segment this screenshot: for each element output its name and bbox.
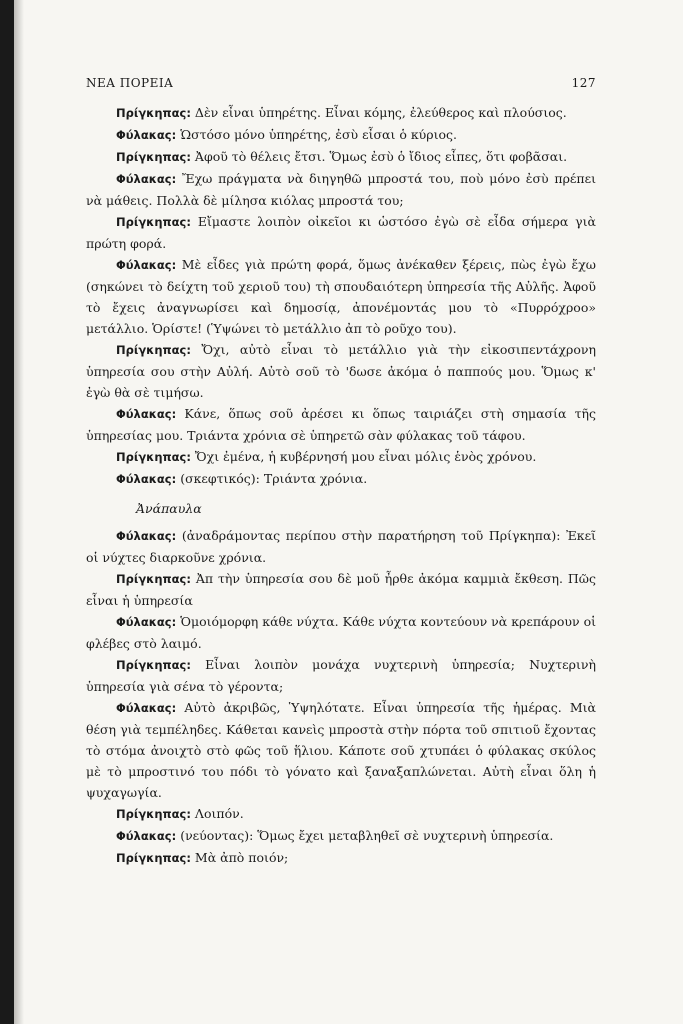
line-text: Ἀπ τὴν ὑπηρεσία σου δὲ μοῦ ἦρθε ἀκόμα καμμιὰ ἔκθεση. Πῶς εἶναι ἡ ὑπηρεσία: [86, 571, 596, 608]
line-text: Εἴμαστε λοιπὸν οἰκεῖοι κι ὡστόσο ἐγὼ σὲ εἶδα σήμερα γιὰ πρώτη φορά.: [86, 214, 596, 251]
speaker-name: Φύλακας:: [116, 701, 177, 715]
dialogue-line: [86, 825, 596, 847]
journal-title: ΝΕΑ ΠΟΡΕΙΑ: [86, 76, 174, 90]
line-text: Μὲ εἶδες γιὰ πρώτη φορά, ὅμως ἀνέκαθεν ξέρεις, πὼς ἐγὼ ἔχω (σηκώνει τὸ δείχτη τοῦ χεριοῦ του) τὴ σπουδαιότερη ὑπηρεσία τῆς Αὐλῆς. Ἀφοῦ τὸ ἔχεις ἀναγνωρίσει καὶ δημοσίᾳ, ἀπονέμοντάς μου τὸ «Πυρρόχροο» μετάλλιο. Ὁρίστε! (Ὑψώνει τὸ μετάλλιο ἀπ τὸ ροῦχο του).: [86, 257, 596, 336]
speaker-name: Πρίγκηπας:: [116, 851, 191, 865]
dialogue-line: [86, 102, 596, 124]
line-text: Κάνε, ὅπως σοῦ ἀρέσει κι ὅπως ταιριάζει στὴ σημασία τῆς ὑπηρεσίας μου. Τριάντα χρόνια σὲ ὑπηρετῶ σὰν φύλακας τοῦ τάφου.: [86, 406, 596, 443]
line-text: Ἔχω πράγματα νὰ διηγηθῶ μπροστά του, ποὺ μόνο ἐσὺ πρέπει νὰ μάθεις. Πολλὰ δὲ μίλησα κιόλας μπροστά του;: [86, 171, 596, 208]
speaker-name: Πρίγκηπας:: [116, 572, 191, 586]
speaker-name: Φύλακας:: [116, 615, 177, 629]
gutter-shade: [14, 0, 24, 1024]
line-text: (ἀναδράμοντας περίπου στὴν παρατήρηση τοῦ Πρίγκηπα): Ἐκεῖ οἱ νύχτες διαρκοῦνε χρόνια.: [86, 528, 596, 565]
speaker-name: Πρίγκηπας:: [116, 807, 191, 821]
dialogue-line: [86, 803, 596, 825]
speaker-name: Φύλακας:: [116, 128, 177, 142]
dialogue-line: [86, 568, 596, 611]
page-body: [86, 102, 596, 869]
speaker-name: Φύλακας:: [116, 172, 177, 186]
line-text: Ὄχι ἐμένα, ἡ κυβέρνησή μου εἶναι μόλις ἑνὸς χρόνου.: [190, 449, 537, 464]
line-text: Εἶναι λοιπὸν μονάχα νυχτερινὴ ὑπηρεσία; Νυχτερινὴ ὑπηρεσία γιὰ σένα τὸ γέροντα;: [86, 657, 596, 694]
dialogue-line: [86, 403, 596, 446]
speaker-name: Φύλακας:: [116, 529, 177, 543]
dialogue-line: [86, 697, 596, 803]
dialogue-line: [86, 146, 596, 168]
speaker-name: Φύλακας:: [116, 829, 177, 843]
line-text: Δὲν εἶναι ὑπηρέτης. Εἶναι κόμης, ἐλεύθερος καὶ πλούσιος.: [190, 105, 567, 120]
dialogue-line: [86, 211, 596, 254]
speaker-name: Πρίγκηπας:: [116, 215, 191, 229]
speaker-name: Φύλακας:: [116, 472, 177, 486]
dialogue-line: [86, 124, 596, 146]
book-spine-shadow: [0, 0, 14, 1024]
dialogue-line: [86, 254, 596, 339]
line-text: Λοιπόν.: [190, 806, 244, 821]
dialogue-line: [86, 611, 596, 654]
line-text: Ὡστόσο μόνο ὑπηρέτης, ἐσὺ εἶσαι ὁ κύριος.: [176, 127, 457, 142]
line-text: Μὰ ἀπὸ ποιόν;: [190, 850, 289, 865]
speaker-name: Φύλακας:: [116, 407, 177, 421]
line-text: Ἀφοῦ τὸ θέλεις ἔτσι. Ὅμως ἐσὺ ὁ ἴδιος εἶπες, ὅτι φοβᾶσαι.: [190, 149, 568, 164]
line-text: (νεύοντας): Ὅμως ἔχει μεταβληθεῖ σὲ νυχτερινὴ ὑπηρεσία.: [176, 828, 554, 843]
dialogue-line: [86, 168, 596, 211]
dialogue-line: [86, 339, 596, 403]
line-text: Αὐτὸ ἀκριβῶς, Ὑψηλότατε. Εἶναι ὑπηρεσία τῆς ἡμέρας. Μιὰ θέση γιὰ τεμπέληδες. Κάθεται κανεὶς μπροστὰ στὴν πόρτα τοῦ σπιτιοῦ ἔχοντας τὸ στόμα ἀνοιχτὸ στὸ φῶς τοῦ ἥλιου. Κάποτε σοῦ χτυπάει ὁ φύλακας σκύλος μὲ τὸ μπροστινό του πόδι τὸ γόνατο καὶ ξαναξαπλώνεται. Αὐτὴ εἶναι ὅλη ἡ ψυχαγωγία.: [86, 700, 596, 800]
section-title: Ἀνάπαυλα: [136, 501, 202, 516]
dialogue-line: [86, 446, 596, 468]
speaker-name: Πρίγκηπας:: [116, 343, 191, 357]
speaker-name: Φύλακας:: [116, 258, 177, 272]
dialogue-line: [86, 468, 596, 490]
dialogue-line: [86, 525, 596, 568]
speaker-name: Πρίγκηπας:: [116, 450, 191, 464]
speaker-name: Πρίγκηπας:: [116, 658, 191, 672]
speaker-name: Πρίγκηπας:: [116, 106, 191, 120]
page-number: 127: [571, 76, 596, 90]
dialogue-line: [86, 654, 596, 697]
line-text: (σκεφτικός): Τριάντα χρόνια.: [176, 471, 368, 486]
line-text: Ὄχι, αὐτὸ εἶναι τὸ μετάλλιο γιὰ τὴν εἰκοσιπεντάχρονη ὑπηρεσία σου στὴν Αὐλή. Αὐτὸ σοῦ τὸ 'δωσε ἀκόμα ὁ παππούς μου. Ὅμως κ' ἐγὼ θὰ σὲ τιμήσω.: [86, 342, 596, 400]
dialogue-line: [86, 847, 596, 869]
line-text: Ὁμοιόμορφη κάθε νύχτα. Κάθε νύχτα κοντεύουν νὰ κρεπάρουν οἱ φλέβες στὸ λαιμό.: [86, 614, 596, 651]
speaker-name: Πρίγκηπας:: [116, 150, 191, 164]
